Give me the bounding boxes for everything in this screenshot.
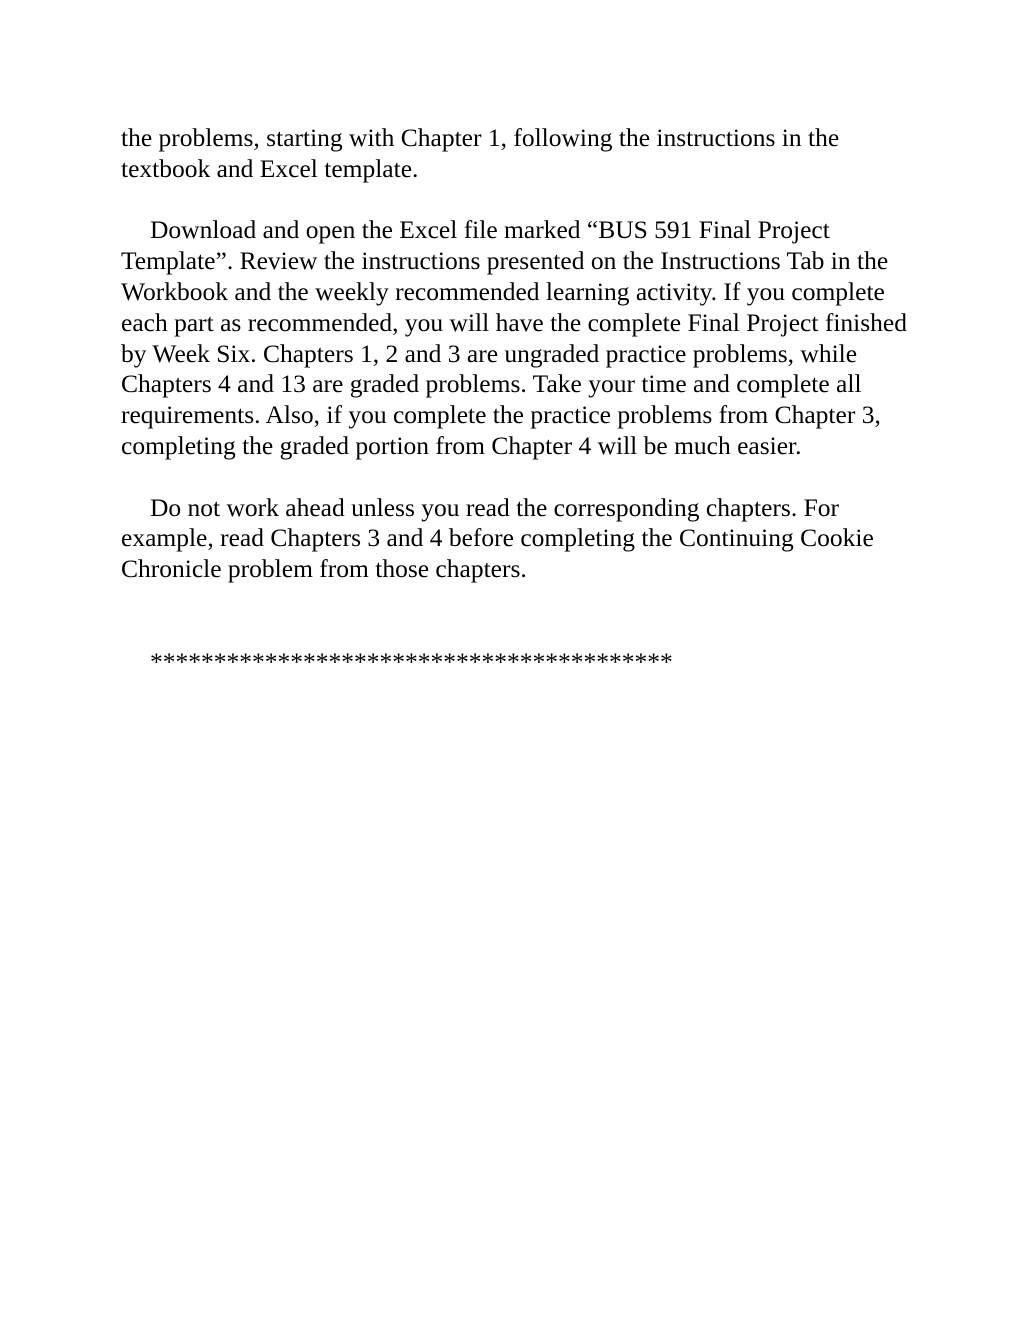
paragraph-continuation: the problems, starting with Chapter 1, following the instructions in the textbook and Excel template.	[121, 123, 840, 183]
asterisk-separator: *****************************************	[150, 646, 673, 676]
document-page	[121, 123, 921, 677]
paragraph-work-ahead-note: Do not work ahead unless you read the corresponding chapters. For example, read Chapters 3 and 4 before completing the Continuing Cookie Chronicle problem from those chapters.	[121, 492, 874, 584]
paragraph-download-instructions: Download and open the Excel file marked “BUS 591 Final Project Template”. Review the instructions presented on the Instructions Tab in the Workbook and the weekly recommended learning activity. If you complete each part as recommended, you will have the complete Final Project finished by Week Six. Chapters 1, 2 and 3 are ungraded practice problems, while Chapters 4 and 13 are graded problems. Take your time and complete all requirements. Also, if you complete the practice problems from Chapter 3, completing the graded portion from Chapter 4 will be much easier.	[121, 215, 907, 460]
